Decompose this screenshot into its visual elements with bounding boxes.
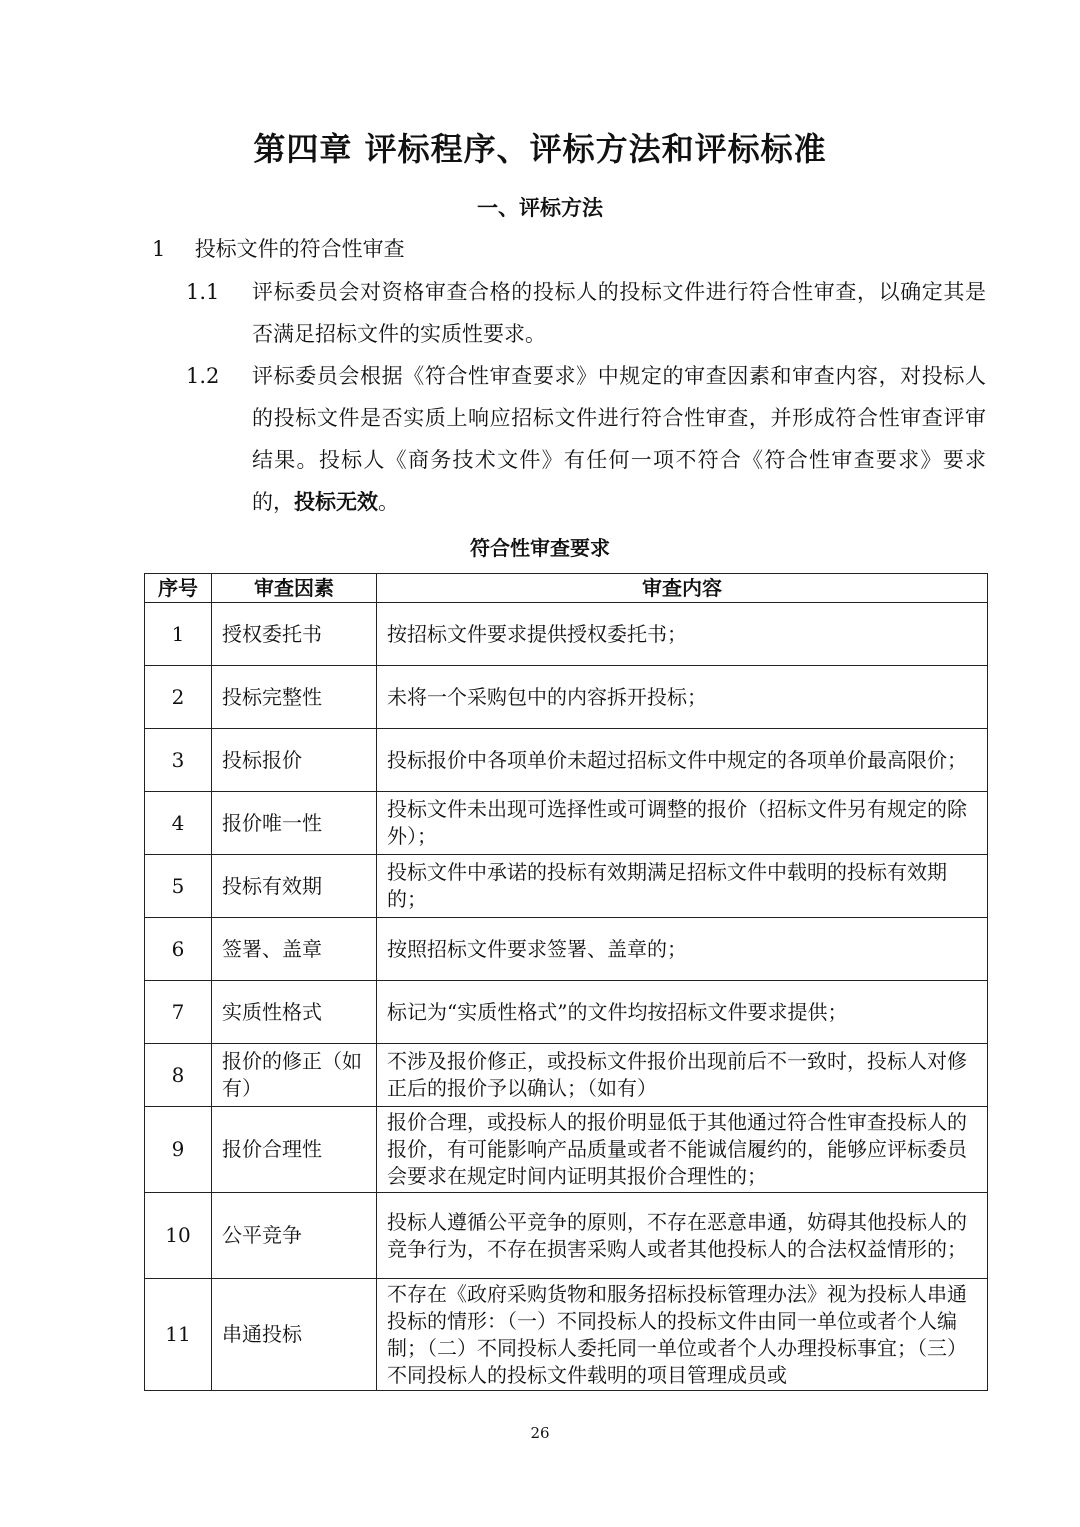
table-row: [145, 792, 988, 855]
row-content: 按照招标文件要求签署、盖章的；: [377, 918, 988, 981]
row-factor: 实质性格式: [212, 981, 377, 1044]
row-factor: 投标有效期: [212, 855, 377, 918]
row-factor: 投标完整性: [212, 666, 377, 729]
row-factor: 报价合理性: [212, 1107, 377, 1193]
table-row: [145, 981, 988, 1044]
row-number: 11: [145, 1279, 212, 1391]
row-content: 投标人遵循公平竞争的原则，不存在恶意串通，妨碍其他投标人的竞争行为，不存在损害采购人或者其他投标人的合法权益情形的；: [377, 1193, 988, 1279]
row-number: 4: [145, 792, 212, 855]
row-content: 不涉及报价修正，或投标文件报价出现前后不一致时，投标人对修正后的报价予以确认；（如有）: [377, 1044, 988, 1107]
clause-1-2-text: 评标委员会根据《符合性审查要求》中规定的审查因素和审查内容，对投标人的投标文件是否实质上响应招标文件进行符合性审查，并形成符合性审查评审结果。投标人《商务技术文件》有任何一项不符合《符合性审查要求》要求的，: [252, 364, 986, 514]
header-number: 序号: [145, 574, 212, 603]
table-row: [145, 855, 988, 918]
chapter-title: 第四章 评标程序、评标方法和评标标准: [253, 130, 827, 168]
row-factor: 签署、盖章: [212, 918, 377, 981]
row-factor: 串通投标: [212, 1279, 377, 1391]
row-content: 报价合理，或投标人的报价明显低于其他通过符合性审查投标人的报价，有可能影响产品质量或者不能诚信履约的，能够应评标委员会要求在规定时间内证明其报价合理性的；: [377, 1107, 988, 1193]
table-row: [145, 729, 988, 792]
row-factor: 公平竞争: [212, 1193, 377, 1279]
clause-1-2-paragraph: [252, 355, 986, 523]
header-content: 审查内容: [377, 574, 988, 603]
row-content: 投标报价中各项单价未超过招标文件中规定的各项单价最高限价；: [377, 729, 988, 792]
row-content: 不存在《政府采购货物和服务招标投标管理办法》视为投标人串通投标的情形：（一）不同投标人的投标文件由同一单位或者个人编制；（二）不同投标人委托同一单位或者个人办理投标事宜；（三）不同投标人的投标文件载明的项目管理成员或: [377, 1279, 988, 1391]
table-row: [145, 1107, 988, 1193]
row-factor: 授权委托书: [212, 603, 377, 666]
row-number: 7: [145, 981, 212, 1044]
row-number: 9: [145, 1107, 212, 1193]
page-number: 26: [530, 1424, 550, 1442]
clause-1-2-number: 1.2: [186, 364, 220, 388]
table-header-row: [145, 574, 988, 603]
clause-1-number: 1: [152, 237, 166, 261]
clause-1-text: 投标文件的符合性审查: [194, 237, 405, 261]
row-number: 10: [145, 1193, 212, 1279]
clause-1-1: [186, 271, 986, 355]
table-row: [145, 1044, 988, 1107]
invalid-bid-emphasis: 投标无效: [294, 490, 378, 514]
row-number: 3: [145, 729, 212, 792]
clause-1-2: [186, 355, 986, 523]
table-caption: 符合性审查要求: [470, 536, 610, 560]
clause-1-1-text: 评标委员会对资格审查合格的投标人的投标文件进行符合性审查，以确定其是否满足招标文件的实质性要求。: [252, 280, 986, 346]
section-title: 一、评标方法: [477, 196, 603, 220]
row-number: 1: [145, 603, 212, 666]
clause-1: [152, 233, 405, 263]
row-content: 按招标文件要求提供授权委托书；: [377, 603, 988, 666]
row-content: 标记为“实质性格式”的文件均按招标文件要求提供；: [377, 981, 988, 1044]
row-content: 未将一个采购包中的内容拆开投标；: [377, 666, 988, 729]
row-factor: 报价唯一性: [212, 792, 377, 855]
row-content: 投标文件中承诺的投标有效期满足招标文件中载明的投标有效期的；: [377, 855, 988, 918]
row-number: 8: [145, 1044, 212, 1107]
table-row: [145, 918, 988, 981]
row-number: 5: [145, 855, 212, 918]
table-row: [145, 1193, 988, 1279]
conformity-review-table: [144, 573, 988, 1391]
clause-1-1-number: 1.1: [186, 280, 220, 304]
row-factor: 投标报价: [212, 729, 377, 792]
header-factor: 审查因素: [212, 574, 377, 603]
row-content: 投标文件未出现可选择性或可调整的报价（招标文件另有规定的除外）；: [377, 792, 988, 855]
table-row: [145, 603, 988, 666]
table-row: [145, 666, 988, 729]
table-row: [145, 1279, 988, 1391]
clause-1-2-end: 。: [378, 490, 399, 514]
row-factor: 报价的修正（如有）: [212, 1044, 377, 1107]
row-number: 6: [145, 918, 212, 981]
row-number: 2: [145, 666, 212, 729]
